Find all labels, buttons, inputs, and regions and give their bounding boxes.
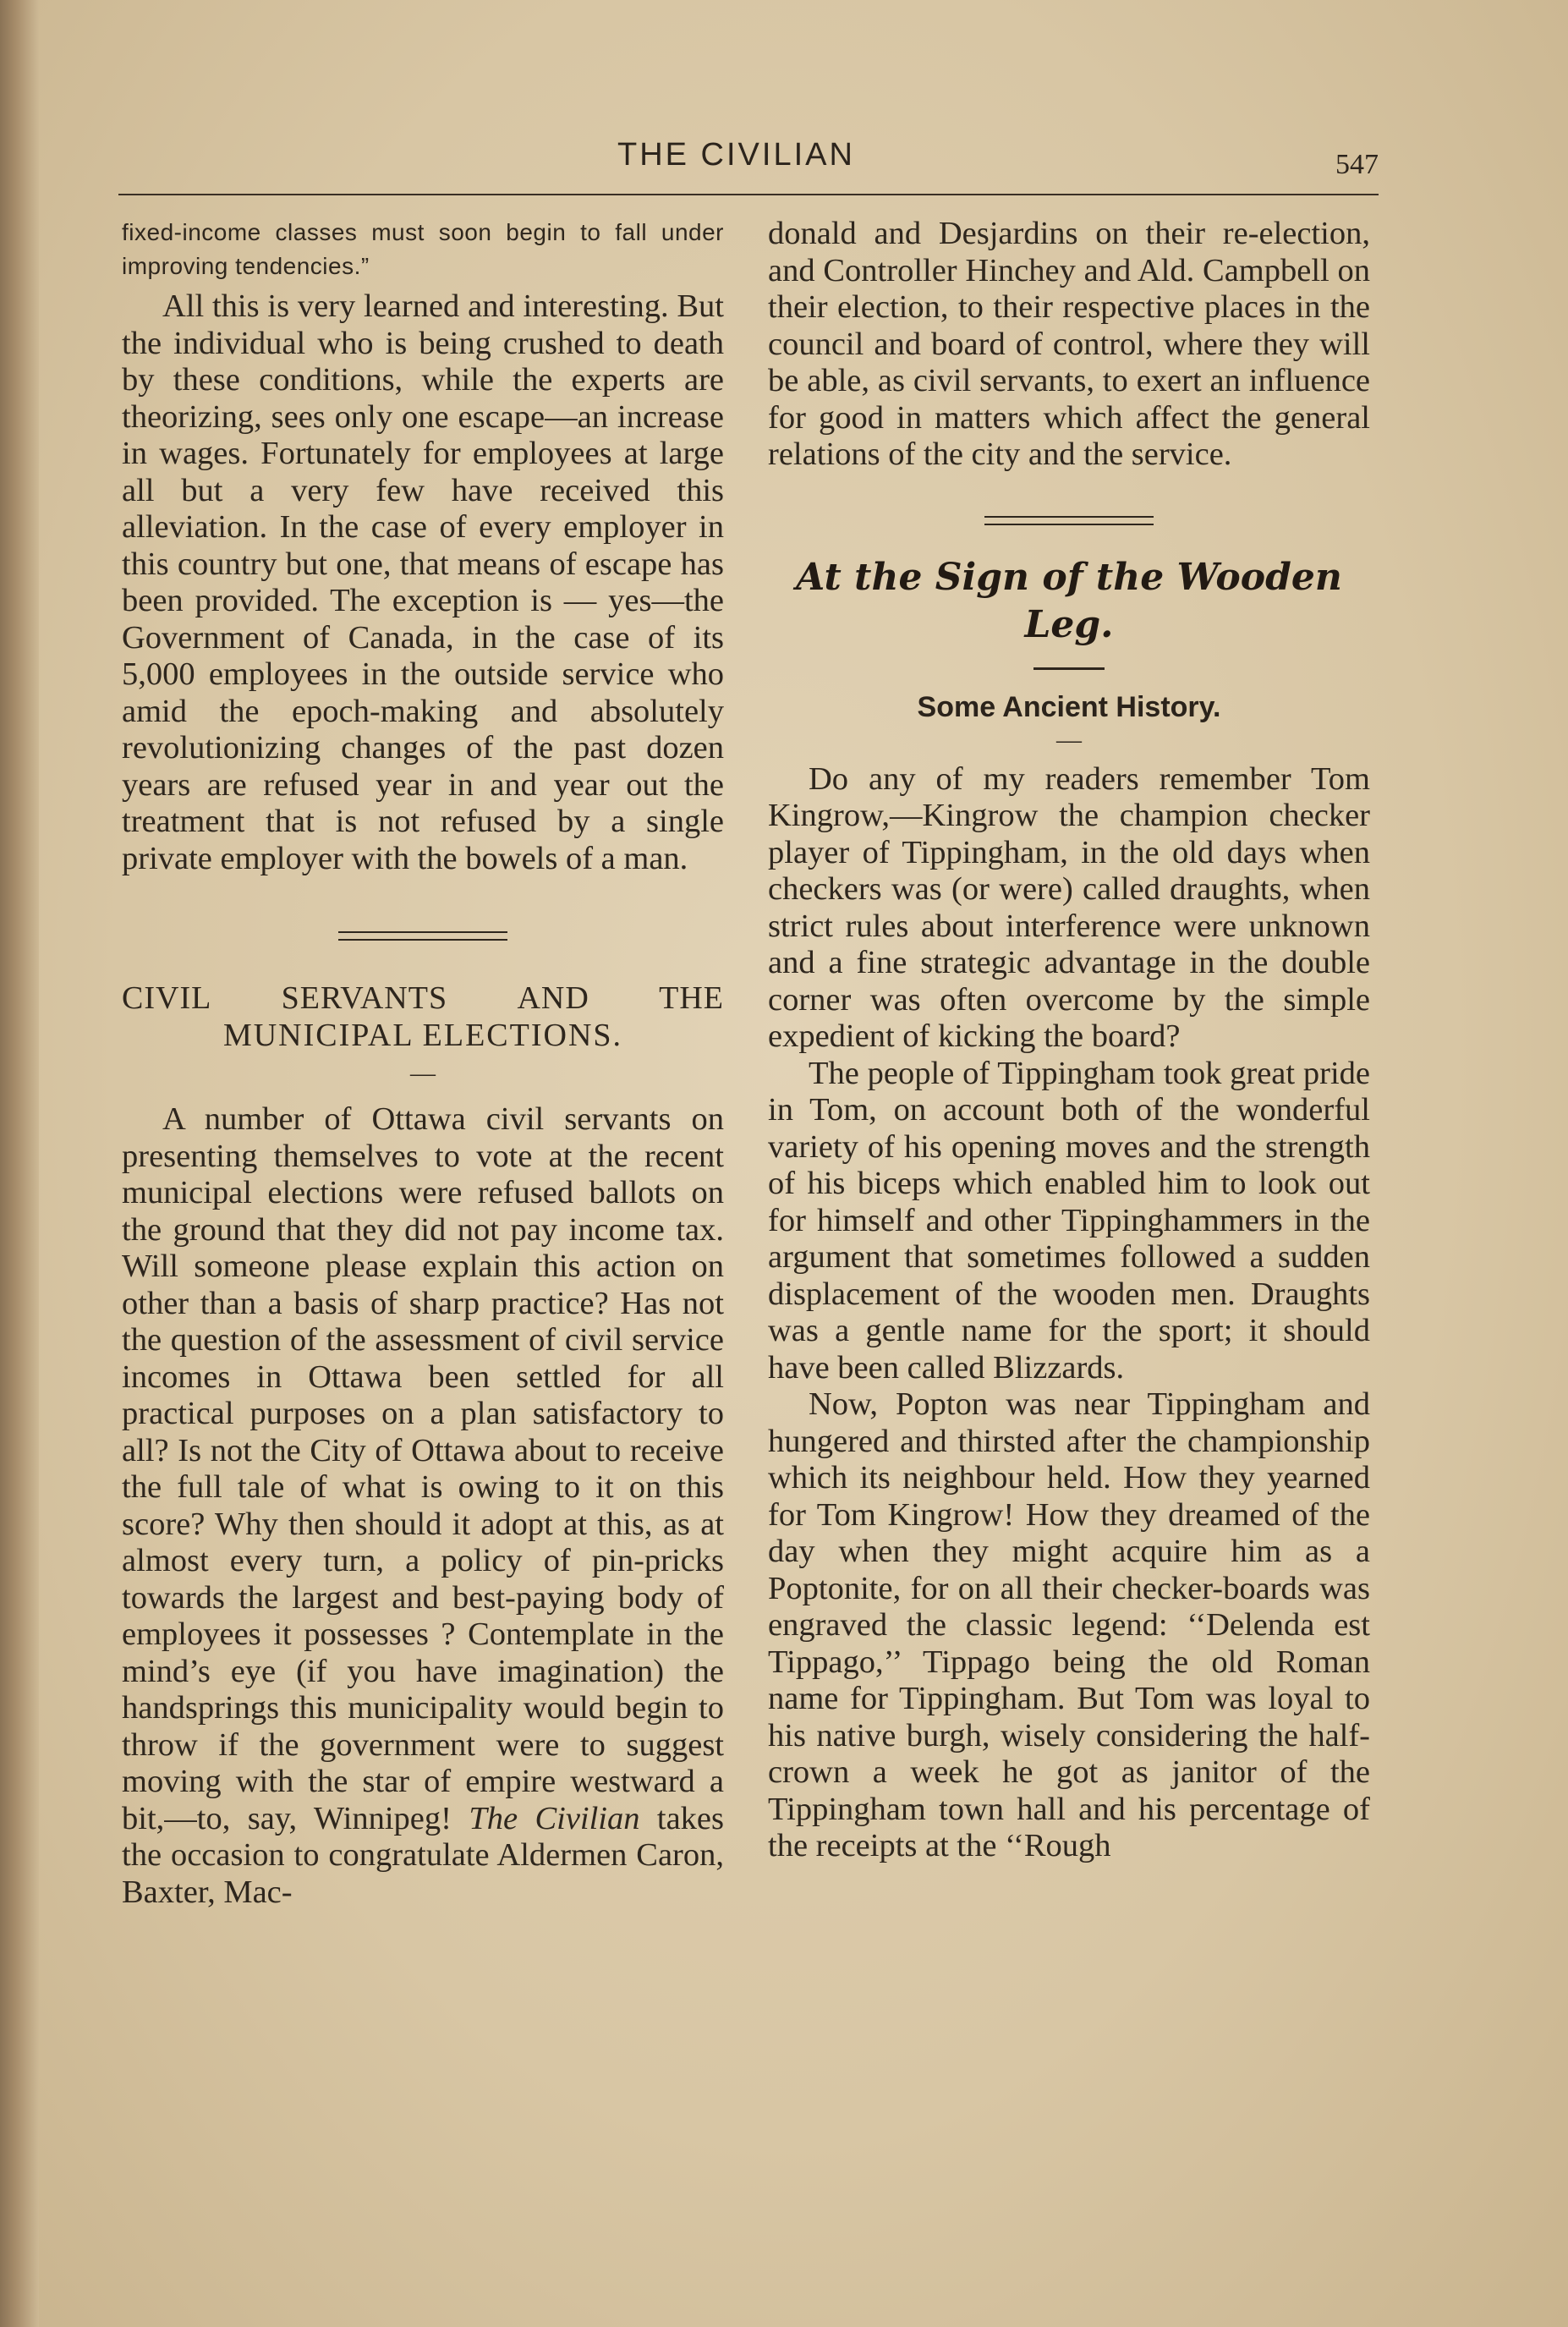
running-head (118, 135, 1379, 186)
left-carry-over-text: fixed-income classes must soon begin to fall under improving tendencies.” (122, 219, 724, 279)
section-title-word: CIVIL (122, 980, 212, 1016)
section-title-line-2: MUNICIPAL ELECTIONS. (222, 1018, 623, 1053)
binding-edge (0, 0, 39, 2327)
right-paragraph-1: Do any of my readers remember Tom Kingrow,—Kingrow the champion checker player of Tippingham, in the old days when checkers was (or were) called draughts, when strict rules about interference were unknown and a fine strategic advantage in the double corner was often overcome by the simple expedient of kicking the board? (768, 760, 1370, 1054)
left-paragraph-2 (122, 1101, 724, 1911)
section-title-word: SERVANTS (281, 980, 448, 1016)
section-title-line-1 (122, 980, 724, 1017)
section-title (122, 980, 724, 1054)
subtitle-dash: — (1056, 725, 1082, 754)
left-paragraph-2-text: A number of Ottawa civil servants on presenting themselves to vote at the recent municipal elections were refused ballots on the ground that they did not pay income tax. Will someone please explain this action on other than a basis of sharp practice? Has not the question of the assessment of civil service incomes in Ottawa been settled for all practical purposes on a plan satisfactory to all? Is not the City of Ottawa about to receive the full tale of what is owing to it on this score? Why then should it adopt at this, as at almost every turn, a policy of pin-pricks towards the largest and best-paying body of employees it possesses ? Contemplate in the mind’s eye (if you have imagination) the handsprings this municipality would begin to throw if the government were to suggest moving with the star of empire westward a bit,—to, say, Winnipeg! (122, 1101, 724, 1836)
feature-title: At the Sign of the Wooden Leg. (796, 555, 1342, 646)
right-carry-over-text: donald and Desjardins on their re-election, and Controller Hinchey and Ald. Campbell on their election, to their respective places in the council and board of control, where they will be able, as civil servants, to exert an influence for good in matters which affect the general relations of the city and the service. (768, 216, 1370, 472)
section-title-word: AND (517, 980, 589, 1016)
left-paragraph-1: All this is very learned and interesting. But the individual who is being crushed to death by these conditions, while the experts are theorizing, sees only one escape—an increase in wages. Fortunately for employees at large all but a very few have received this alleviation. In the case of every employer in this country but one, that means of escape has been provided. The exception is — yes—the Government of Canada, in the case of its 5,000 employees in the outside service who amid the epoch-making and absolutely revolutionizing changes of the past dozen years are refused year in and year out the treatment that is not refused by a single private employer with the bowels of a man. (122, 288, 724, 876)
page-number: 547 (1335, 149, 1379, 180)
feature-subtitle: Some Ancient History. (917, 690, 1221, 723)
section-title-word: THE (659, 980, 724, 1016)
section-divider (338, 931, 507, 941)
left-column (122, 216, 724, 1911)
feature-divider (984, 516, 1154, 525)
section-dash: — (410, 1059, 436, 1087)
publication-name: The Civilian (469, 1800, 640, 1836)
right-column (768, 216, 1370, 1865)
header-rule (118, 194, 1379, 195)
right-paragraph-3: Now, Popton was near Tippingham and hungered and thirsted after the championship which its neighbour held. How they yearned for Tom Kingrow! How they dreamed of the day when they might acquire him as a Poptonite, for on all their checker-boards was engraved the classic legend: ‘‘Delenda est Tippago,’’ Tippago being the old Roman name for Tippingham. But Tom was loyal to his native burgh, wisely considering the half-crown a week he got as janitor of the Tippingham town hall and his percentage of the receipts at the ‘‘Rough (768, 1386, 1370, 1863)
left-paragraph-2-end: takes the occasion to congratulate Aldermen Caron, Baxter, Mac- (122, 1800, 724, 1910)
right-paragraph-2: The people of Tippingham took great pride in Tom, on account both of the wonderful variety of his opening moves and the strength of his biceps which enabled him to look out for himself and other Tippinghammers in the argument that sometimes followed a sudden displacement of the wooden men. Draughts was a gentle name for the sport; it should have been called Blizzards. (768, 1055, 1370, 1386)
journal-title: THE CIVILIAN (617, 137, 855, 173)
